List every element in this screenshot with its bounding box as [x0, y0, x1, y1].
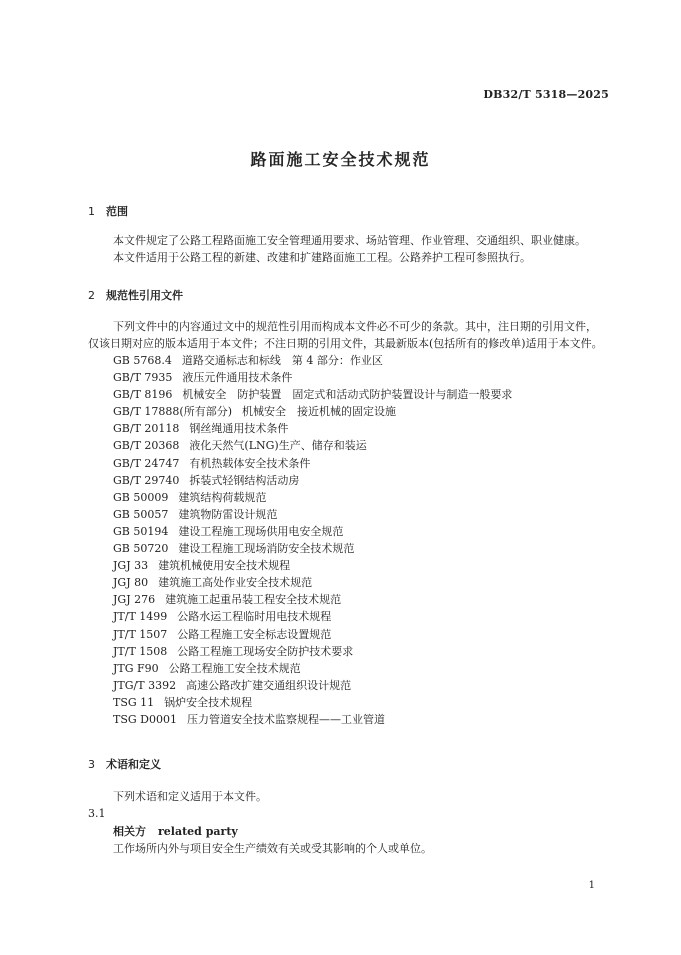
reference-title: 建筑施工起重吊装工程安全技术规范	[165, 593, 342, 607]
reference-title: 高速公路改扩建交通组织设计规范	[186, 678, 352, 692]
reference-code: TSG 11	[113, 695, 155, 709]
references-intro-line-2: 仅该日期对应的版本适用于本文件；不注日期的引用文件，其最新版本(包括所有的修改单)适用于本文件。	[88, 337, 603, 350]
reference-title: 建筑结构荷载规范	[178, 490, 267, 504]
term-english: related party	[158, 825, 238, 838]
reference-item	[113, 626, 512, 643]
reference-item	[113, 694, 512, 711]
reference-item	[113, 643, 512, 660]
normative-reference-list	[113, 352, 512, 728]
reference-code: GB 50194	[113, 524, 169, 538]
document-title: 路面施工安全技术规范	[250, 150, 431, 169]
reference-title: 公路水运工程临时用电技术规程	[177, 610, 332, 624]
references-intro-line-1: 下列文件中的内容通过文中的规范性引用而构成本文件必不可少的条款。其中，注日期的引用文件，	[113, 320, 597, 333]
reference-code: GB 50720	[113, 542, 169, 556]
reference-code: GB/T 20368	[113, 439, 180, 453]
reference-title: 建设工程施工现场供用电安全规范	[178, 524, 344, 538]
section-title: 规范性引用文件	[106, 289, 183, 302]
reference-item	[113, 386, 512, 403]
reference-title: 道路交通标志和标线 第 4 部分：作业区	[181, 354, 383, 367]
reference-item	[113, 574, 512, 591]
reference-item	[113, 489, 512, 506]
reference-title: 建筑物防雷设计规范	[178, 507, 278, 521]
reference-item	[113, 437, 512, 454]
reference-code: GB/T 7935	[113, 371, 173, 385]
reference-item	[113, 557, 512, 574]
reference-code: JTG/T 3392	[113, 678, 177, 692]
reference-title: 压力管道安全技术监察规程——工业管道	[186, 712, 385, 726]
page-number: 1	[588, 880, 595, 891]
reference-title: 锅炉安全技术规程	[164, 695, 253, 709]
reference-code: GB/T 29740	[113, 473, 180, 487]
clause-number: 3.1	[88, 807, 106, 820]
term-entry	[113, 823, 238, 839]
terms-intro: 下列术语和定义适用于本文件。	[113, 790, 267, 803]
reference-code: JTG F90	[113, 661, 159, 675]
section-title: 范围	[106, 205, 128, 218]
section-2-heading	[88, 287, 183, 303]
reference-title: 公路工程施工现场安全防护技术要求	[177, 644, 354, 658]
reference-title: 有机热载体安全技术条件	[189, 456, 311, 470]
reference-title: 建筑施工高处作业安全技术规范	[158, 576, 313, 590]
scope-paragraph-1: 本文件规定了公路工程路面施工安全管理通用要求、场站管理、作业管理、交通组织、职业健康。	[113, 234, 586, 247]
reference-item	[113, 420, 512, 437]
reference-title: 公路工程施工安全标志设置规范	[177, 627, 332, 641]
reference-title: 拆装式轻钢结构活动房	[189, 473, 300, 487]
reference-item	[113, 711, 512, 728]
reference-item	[113, 677, 512, 694]
reference-item	[113, 455, 512, 472]
section-number: 1	[88, 205, 95, 218]
section-1-heading	[88, 203, 128, 219]
reference-item	[113, 352, 512, 369]
reference-title: 液压元件通用技术条件	[182, 371, 293, 385]
section-number: 2	[88, 289, 95, 302]
reference-title: 公路工程施工安全技术规范	[168, 661, 301, 675]
term-chinese: 相关方	[113, 825, 146, 838]
reference-item	[113, 472, 512, 489]
document-code: DB32/T 5318—2025	[483, 88, 609, 101]
reference-code: GB/T 20118	[113, 422, 180, 436]
section-title: 术语和定义	[106, 758, 161, 771]
section-3-heading	[88, 756, 161, 772]
reference-title: 机械安全 防护装置 固定式和活动式防护装置设计与制造一般要求	[182, 388, 513, 402]
term-definition: 工作场所内外与项目安全生产绩效有关或受其影响的个人或单位。	[113, 842, 432, 855]
scope-paragraph-2: 本文件适用于公路工程的新建、改建和扩建路面施工工程。公路养护工程可参照执行。	[113, 251, 531, 264]
reference-code: TSG D0001	[113, 712, 177, 726]
reference-code: JGJ 33	[113, 559, 149, 573]
reference-title: 机械安全 接近机械的固定设施	[242, 405, 396, 419]
reference-item	[113, 608, 512, 625]
reference-code: JT/T 1508	[113, 644, 168, 658]
reference-item	[113, 506, 512, 523]
reference-item	[113, 660, 512, 677]
reference-code: JT/T 1507	[113, 627, 168, 641]
reference-title: 建筑机械使用安全技术规程	[158, 559, 291, 573]
reference-item	[113, 540, 512, 557]
reference-code: GB/T 24747	[113, 456, 180, 470]
reference-code: JGJ 276	[113, 593, 156, 607]
reference-item	[113, 369, 512, 386]
reference-item	[113, 403, 512, 420]
reference-item	[113, 523, 512, 540]
reference-code: GB 50057	[113, 507, 169, 521]
reference-title: 钢丝绳通用技术条件	[189, 422, 289, 436]
reference-title: 液化天然气(LNG)生产、储存和装运	[189, 439, 367, 453]
reference-title: 建设工程施工现场消防安全技术规范	[178, 542, 355, 556]
reference-code: GB/T 17888(所有部分)	[113, 405, 232, 419]
reference-code: JGJ 80	[113, 576, 149, 590]
reference-code: GB 5768.4	[113, 354, 172, 367]
reference-code: JT/T 1499	[113, 610, 168, 624]
reference-code: GB 50009	[113, 490, 169, 504]
reference-item	[113, 591, 512, 608]
reference-code: GB/T 8196	[113, 388, 173, 402]
section-number: 3	[88, 758, 95, 771]
